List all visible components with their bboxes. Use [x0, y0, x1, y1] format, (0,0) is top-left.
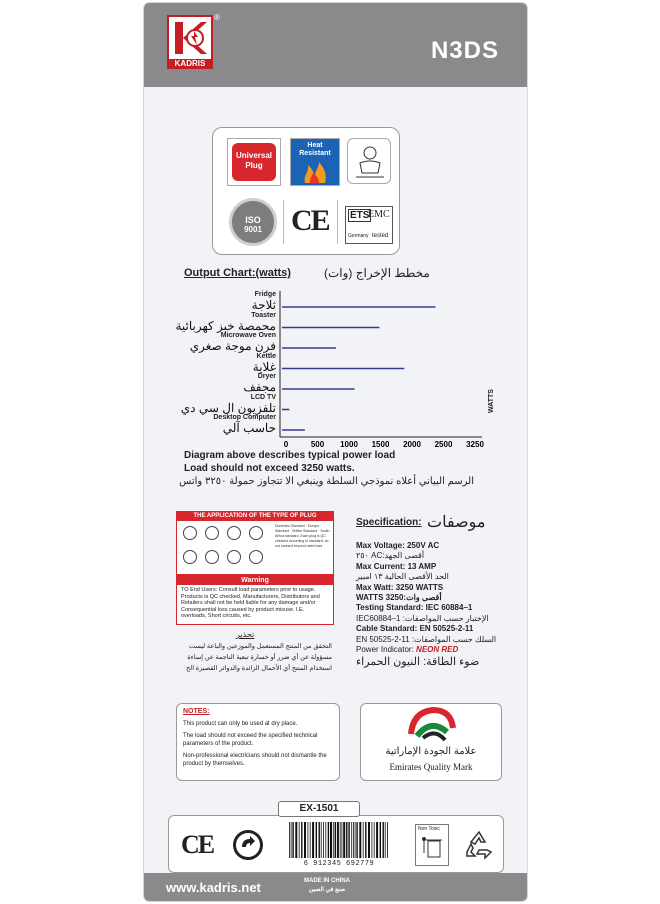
- spec-indicator-value: NEON RED: [416, 645, 459, 655]
- notes-panel: [176, 703, 340, 781]
- warning-title-ar: تحذير: [236, 630, 255, 639]
- warning-title: Warning: [177, 576, 333, 585]
- chart-note-line2: Load should not exceed 3250 watts.: [184, 463, 355, 474]
- spec-max-watt: Max Watt: 3250 WATTS: [356, 582, 444, 592]
- x-axis-label: WATTS: [488, 389, 495, 413]
- plug-type-grid: [181, 524, 271, 572]
- chart-note-line1: Diagram above describes typical power load: [184, 450, 396, 461]
- category-label-ar: تلفزيون ال سي دي: [180, 400, 276, 415]
- recycle-circle-icon: [233, 830, 263, 860]
- non-toxic-label: Non Toxic: [418, 826, 440, 832]
- chart-note-ar: الرسم البياني أعلاه نموذجي السلطة وينبغي الا تتجاوز حمولة ٣٢٥٠ واتس: [179, 476, 474, 487]
- spec-indicator: [356, 645, 506, 655]
- arrow-cycle-icon: [236, 833, 260, 857]
- plug-type-icon: [205, 526, 219, 540]
- plug-type-icon: [205, 550, 219, 564]
- emc-label: EMC: [368, 209, 390, 220]
- spec-max-current: Max Current: 13 AMP: [356, 561, 437, 571]
- barcode-number: 6 912345 692779: [303, 860, 375, 868]
- spec-list: [356, 541, 506, 669]
- iso-label: ISO: [245, 215, 261, 225]
- category-label-en: Dryer: [257, 373, 276, 380]
- plug-type-icon: [227, 550, 241, 564]
- made-in-en: MADE IN CHINA: [304, 878, 350, 884]
- category-label-en: Microwave Oven: [220, 332, 276, 339]
- category-label-en: LCD TV: [250, 393, 276, 401]
- plug-type-icon: [249, 550, 263, 564]
- certificate-panel: [212, 127, 400, 255]
- category-label-en: Fridge: [254, 291, 276, 298]
- x-tick-label: 2500: [434, 440, 453, 449]
- emirates-quality-panel: [360, 703, 502, 781]
- universal-plug-label: Universal Plug: [232, 143, 276, 181]
- spec-indicator-ar: ضوء الطاقة: النيون الحمراء: [356, 656, 480, 669]
- spec-testing: Testing Standard: IEC 60884–1: [356, 603, 473, 613]
- x-tick-label: 1000: [340, 440, 358, 449]
- package-card: [143, 2, 528, 902]
- plug-type-icon: [249, 526, 263, 540]
- non-toxic-badge: [415, 824, 449, 866]
- kadris-logo: [167, 15, 213, 69]
- made-in-ar: صنع في الصين: [308, 887, 346, 893]
- category-label-en: Desktop Computer: [213, 414, 276, 421]
- x-tick-label: 0: [283, 440, 289, 449]
- k-mark-icon: [173, 20, 207, 56]
- iso-9001-seal: [229, 198, 277, 246]
- product-code: EX-1501: [278, 801, 360, 817]
- spec-indicator-label: Power Indicator:: [356, 645, 414, 655]
- category-label-ar: مجفف: [243, 380, 276, 394]
- ets-label: ETS: [350, 210, 370, 221]
- emirates-quality-mark-icon: [361, 704, 503, 746]
- plug-application-info: Domestic Standard · Europe Standard · British Standard · South Africa standard. Each plug is QC checked according to standard; do not connect beyond rated load.: [275, 524, 330, 548]
- output-chart: [174, 289, 514, 455]
- ets-emc-badge: [345, 206, 393, 244]
- footer-band: [144, 873, 528, 902]
- warning-panel: [176, 575, 334, 625]
- category-label-ar: غلاية: [252, 359, 276, 374]
- spec-cable-ar: السلك حسب المواصفات: EN 50525-2-11: [356, 634, 497, 644]
- flame-icon: [301, 161, 329, 183]
- logo-wordmark: KADRIS: [169, 59, 211, 69]
- heat-resistant-badge: [290, 138, 340, 186]
- germany-label: Germany: [348, 233, 369, 239]
- divider: [283, 200, 284, 244]
- spec-testing-ar: الإختبار حسب المواصفات: IEC60884–1: [356, 613, 489, 623]
- category-label-ar: ثلاجة: [251, 298, 276, 312]
- category-label-ar: محمصة خبز كهربائية: [175, 318, 276, 333]
- bottom-panel: [168, 815, 504, 873]
- plug-application-title: THE APPLICATION OF THE TYPE OF PLUG: [177, 512, 333, 521]
- warning-text: TO End Users: Consult load parameters prior to usage. Products is QC checked, Manufacturers, Distributors and Retailers shall not be held liable for any damage and/or Consequential loss caused by product misuse. I.E. overloads, Short circuits, etc.: [181, 587, 320, 619]
- header-band: [144, 3, 528, 87]
- plug-type-icon: [227, 526, 241, 540]
- plug-type-icon: [183, 526, 197, 540]
- category-label-en: Kettle: [256, 352, 276, 360]
- child-safety-badge: [347, 138, 391, 184]
- quality-mark-en: Emirates Quality Mark: [389, 762, 473, 772]
- spec-cable: Cable Standard: EN 50525-2-11: [356, 624, 474, 634]
- child-safety-icon: [348, 139, 392, 185]
- tested-label: tested: [372, 233, 389, 239]
- output-chart-title: Output Chart:(watts): [184, 267, 291, 279]
- registered-mark: ®: [214, 13, 220, 22]
- x-tick-label: 500: [310, 440, 325, 449]
- output-chart-title-ar: مخطط الإخراج (وات): [324, 266, 430, 280]
- x-tick-label: 1500: [371, 440, 390, 449]
- note-item: Non-professional electricians should not dismantle the product by themselves.: [183, 753, 327, 767]
- iso-number: 9001: [244, 225, 262, 234]
- divider: [337, 200, 338, 244]
- ce-mark-bottom: CE: [181, 830, 214, 859]
- category-label-ar: حاسب آلي: [222, 421, 276, 435]
- note-item: The load should not exceed the specified technical parameters of the product.: [183, 733, 318, 747]
- made-in: [304, 877, 350, 895]
- recycle-icon: [463, 830, 495, 860]
- spec-title-ar: موصفات: [427, 514, 486, 531]
- plug-type-icon: [183, 550, 197, 564]
- barcode-icon: [287, 822, 391, 858]
- note-item: This product can only be used at dry place.: [183, 721, 298, 727]
- spec-max-watt-ar: أقصى وات:WATTS 3250: [356, 593, 442, 603]
- warning-text-ar: التحقق من المنتج المستعمل والموزعين والباعة ليست مسؤولة عن أي ضرر أو خسارة تبعية الناجمة عن إساءة استخدام المنتج أي الأحمال الزائدة والدوائر القصيرة الخ: [186, 643, 332, 672]
- website-url: www.kadris.net: [166, 880, 261, 895]
- plug-application-panel: [176, 511, 334, 575]
- x-tick-label: 2000: [403, 440, 421, 449]
- spec-title: Specification:: [356, 517, 422, 528]
- notes-title: NOTES:: [183, 708, 210, 715]
- ce-mark: CE: [291, 204, 329, 237]
- spec-max-voltage: Max Voltage: 250V AC: [356, 541, 440, 550]
- x-tick-label: 3250: [466, 440, 484, 449]
- waste-bin-icon: [416, 825, 450, 867]
- category-label-en: Toaster: [251, 311, 276, 319]
- quality-mark-ar: علامة الجودة الإماراتية: [385, 746, 477, 757]
- category-label-ar: فرن موجة صغري: [189, 339, 276, 353]
- chart-note-en: [184, 449, 395, 475]
- model-number: N3DS: [430, 37, 499, 64]
- universal-plug-badge: [227, 138, 281, 186]
- spec-max-current-ar: الحد الأقصى الحالية ١٣ امبير: [356, 572, 449, 582]
- heat-resistant-label: Heat Resistant: [299, 142, 331, 157]
- spec-max-voltage-ar: أقصى الجهد:AC ٢٥٠: [356, 551, 425, 561]
